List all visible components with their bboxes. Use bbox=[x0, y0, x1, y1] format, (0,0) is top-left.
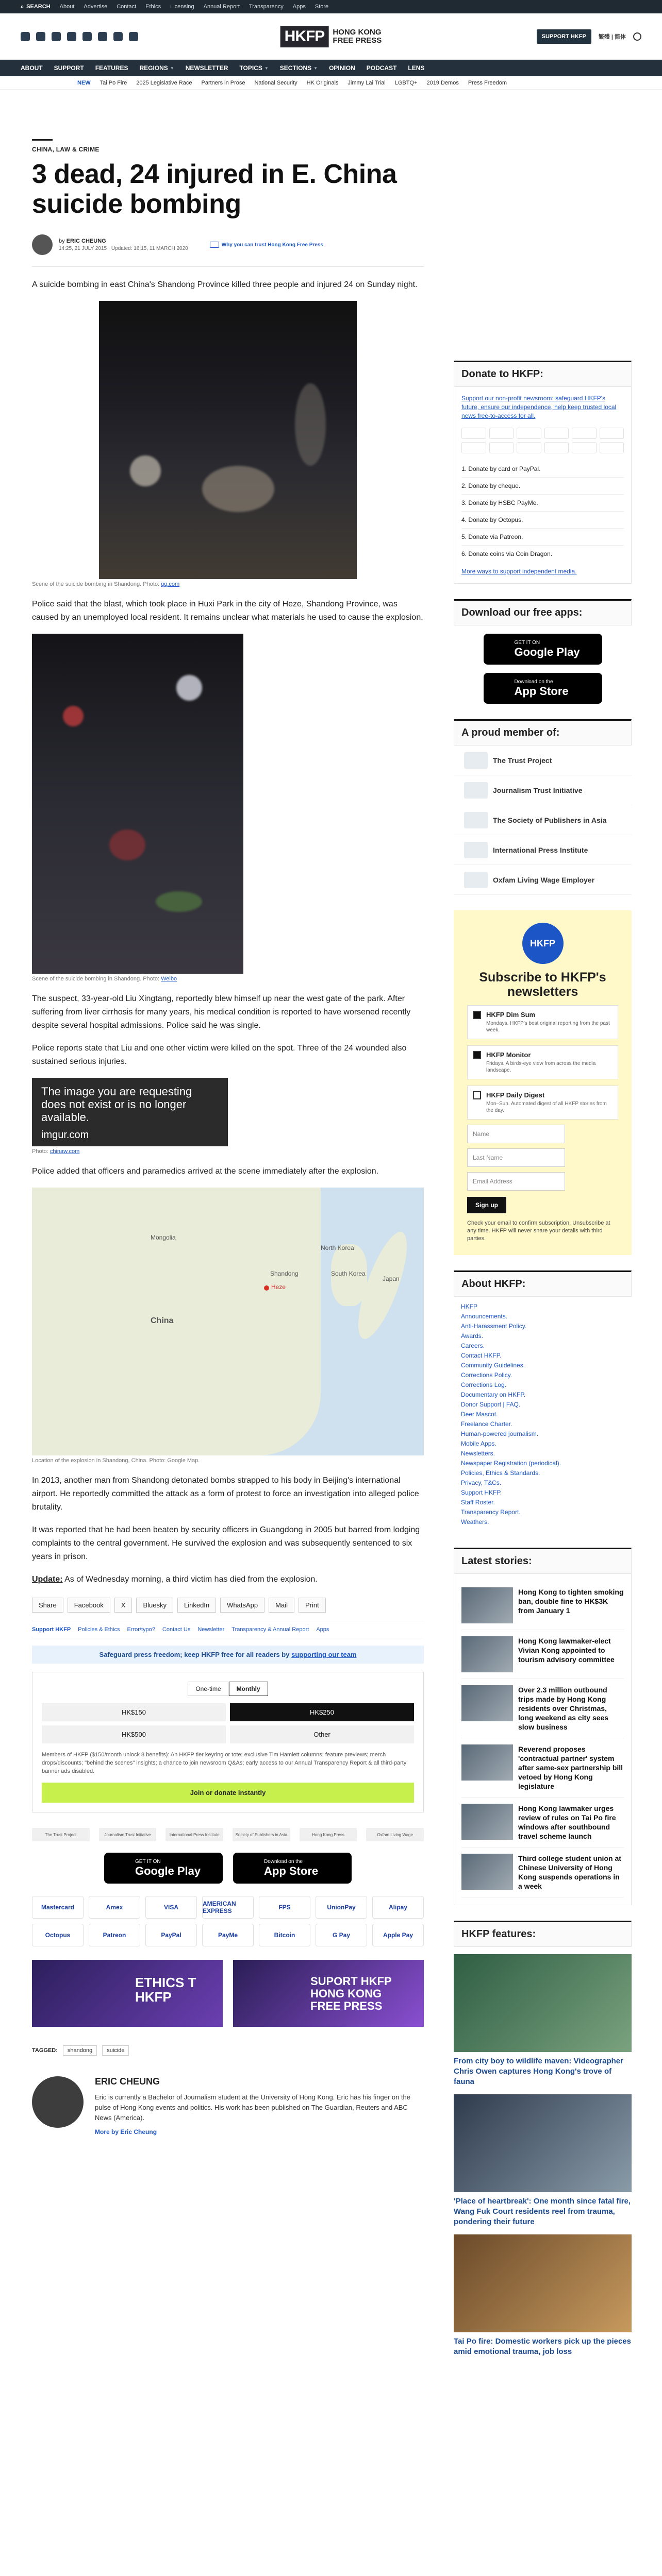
article-title: 3 dead, 24 injured in E. China suicide bombing bbox=[32, 159, 397, 219]
photo-caption-3: Photo: chinaw.com bbox=[32, 1148, 80, 1155]
trending-subnav bbox=[0, 76, 662, 90]
social-links bbox=[21, 32, 138, 41]
share-mail-button[interactable]: Mail bbox=[269, 1598, 294, 1613]
newsletter-option-text: HKFP Monitor Fridays. A birds-eye view from across the media landscape. bbox=[486, 1051, 596, 1073]
photo-caption-4: Location of the explosion in Shandong, China. Photo: Google Map. bbox=[32, 1458, 200, 1464]
new-label: NEW bbox=[77, 79, 91, 86]
nav-about[interactable]: ABOUT bbox=[21, 64, 43, 72]
about-link[interactable]: Human-powered journalism. bbox=[461, 1430, 539, 1437]
ethics-promo-banner[interactable]: ETHICS T HKFP bbox=[32, 1960, 223, 2027]
subnav-item[interactable]: Press Freedom bbox=[468, 79, 507, 86]
language-switcher[interactable]: 繁體 | 简体 bbox=[598, 33, 626, 40]
caption-source-link[interactable]: chinaw.com bbox=[49, 1148, 80, 1155]
footer-link-transparency[interactable]: Transparency & Annual Report bbox=[231, 1626, 309, 1633]
trust-project-logo bbox=[464, 752, 488, 769]
pay-mastercard[interactable]: Mastercard bbox=[32, 1896, 84, 1919]
map-label-shandong: Shandong bbox=[270, 1270, 299, 1277]
photo-caption-1: Scene of the suicide bombing in Shandong. Photo: qq.com bbox=[32, 581, 180, 587]
about-section bbox=[454, 1270, 632, 1532]
top-utility-bar bbox=[0, 0, 662, 13]
newsletter-option-daily-digest[interactable] bbox=[467, 1086, 618, 1120]
article-footer-links bbox=[32, 1621, 424, 1638]
about-link[interactable]: Announcements. bbox=[461, 1313, 508, 1320]
telegram-icon[interactable] bbox=[98, 32, 107, 41]
about-link[interactable]: Policies, Ethics & Standards. bbox=[461, 1469, 540, 1477]
donate-option[interactable]: 3. Donate by HSBC PayMe. bbox=[461, 494, 624, 511]
member-trust-project[interactable]: The Trust Project bbox=[454, 745, 632, 775]
app-store-button[interactable]: Download on the App Store bbox=[233, 1853, 352, 1884]
features-section bbox=[454, 1921, 632, 2357]
author-avatar-large[interactable] bbox=[32, 2076, 84, 2128]
subnav-item[interactable]: Partners in Prose bbox=[201, 79, 245, 86]
card-icon bbox=[544, 442, 569, 453]
trust-icon bbox=[210, 242, 219, 248]
logo-wordmark: HONG KONG FREE PRESS bbox=[333, 27, 382, 45]
bluesky-icon[interactable] bbox=[129, 32, 138, 41]
oxfam-logo bbox=[464, 872, 488, 888]
map-label-mongolia: Mongolia bbox=[151, 1234, 176, 1241]
freq-monthly[interactable]: Monthly bbox=[229, 1682, 268, 1696]
newsletter-title: Subscribe to HKFP's newsletters bbox=[479, 970, 606, 999]
footer-link-apps[interactable]: Apps bbox=[316, 1626, 329, 1633]
pay-amex-card[interactable]: Amex bbox=[89, 1896, 140, 1919]
paragraph-7: It was reported that he had been beaten by security officers in Guangdong in 2005 but barred from lodging complaints to the central government. He survived the explosion and was subsequently sentenced to six years in prison. bbox=[32, 1526, 420, 1561]
badge-sopa[interactable]: Society of Publishers in Asia bbox=[233, 1828, 290, 1841]
latest-story[interactable]: Hong Kong lawmaker urges review of rules on Tai Po fire windows after southbound travel scheme launch bbox=[461, 1798, 624, 1848]
about-link[interactable]: Newsletters. bbox=[461, 1450, 495, 1457]
member-ipi[interactable]: International Press Institute bbox=[454, 835, 632, 865]
about-link[interactable]: Weathers. bbox=[461, 1518, 489, 1526]
top-link-store[interactable]: Store bbox=[315, 4, 329, 10]
story-thumbnail bbox=[461, 1587, 513, 1623]
card-icon bbox=[461, 428, 486, 439]
footer-link-contact[interactable]: Contact Us bbox=[162, 1626, 191, 1633]
byline-text bbox=[59, 238, 188, 251]
latest-stories-section bbox=[454, 1548, 632, 1905]
pay-gpay[interactable]: G Pay bbox=[316, 1924, 367, 1946]
pay-american-express[interactable]: AMERICAN EXPRESS bbox=[202, 1896, 254, 1919]
about-link[interactable]: Anti-Harassment Policy. bbox=[461, 1323, 527, 1330]
top-link-advertise[interactable]: Advertise bbox=[84, 4, 108, 10]
more-ways-link[interactable]: More ways to support independent media. bbox=[461, 568, 577, 575]
footer-link-newsletter[interactable]: Newsletter bbox=[197, 1626, 225, 1633]
youtube-icon[interactable] bbox=[82, 32, 92, 41]
author-box bbox=[32, 2076, 424, 2136]
site-logo[interactable] bbox=[280, 26, 382, 47]
newsletter-logo: HKFP bbox=[522, 923, 564, 964]
story-thumbnail bbox=[461, 1636, 513, 1672]
top-link-contact[interactable]: Contact bbox=[117, 4, 137, 10]
checkbox-checked[interactable] bbox=[473, 1051, 481, 1059]
card-icon bbox=[489, 442, 514, 453]
map-label-china: China bbox=[151, 1316, 174, 1325]
top-link-about[interactable]: About bbox=[59, 4, 75, 10]
top-link-licensing[interactable]: Licensing bbox=[170, 4, 194, 10]
apps-section bbox=[454, 599, 632, 704]
story-thumbnail bbox=[461, 1685, 513, 1721]
subnav-item[interactable]: 2019 Demos bbox=[426, 79, 459, 86]
about-link[interactable]: HKFP bbox=[461, 1303, 478, 1310]
pay-unionpay[interactable]: UnionPay bbox=[316, 1896, 367, 1919]
last-name-input[interactable]: Last Name bbox=[467, 1148, 565, 1167]
feature-item[interactable]: From city boy to wildlife maven: Videographer Chris Owen captures Hong Kong's trove of fauna bbox=[454, 1954, 632, 2087]
subnav-item[interactable]: LGBTQ+ bbox=[394, 79, 418, 86]
divider bbox=[32, 266, 424, 267]
donate-option[interactable]: 6. Donate coins via Coin Dragon. bbox=[461, 545, 624, 562]
payment-methods bbox=[32, 1896, 424, 1946]
nav-opinion[interactable]: OPINION bbox=[329, 64, 355, 72]
about-links bbox=[454, 1297, 632, 1532]
linkedin-icon[interactable] bbox=[113, 32, 123, 41]
latest-story[interactable]: Hong Kong to tighten smoking ban, double fine to HK$3K from January 1 bbox=[461, 1581, 624, 1630]
card-icon bbox=[517, 428, 541, 439]
top-link-apps[interactable]: Apps bbox=[292, 4, 306, 10]
card-icon bbox=[600, 428, 624, 439]
about-link[interactable]: Corrections Log. bbox=[461, 1381, 507, 1388]
more-by-author-link[interactable]: More by Eric Cheung bbox=[95, 2128, 157, 2136]
about-link[interactable]: Careers. bbox=[461, 1342, 485, 1349]
members-benefits: Members of HKFP ($150/month unlock 8 benefits): An HKFP tier keyring or tote; exclusive Tim Hamlett columns; feature previews; merch drops/discounts; "behind the scenes" insights; a chance to join newsroom Q&As; early access to our Annual Transparency Report & all third-party banner ads disabled. bbox=[42, 1752, 407, 1774]
card-logos bbox=[461, 428, 624, 453]
facebook-icon[interactable] bbox=[21, 32, 30, 41]
location-map[interactable] bbox=[32, 1188, 424, 1455]
pay-visa[interactable]: VISA bbox=[145, 1896, 197, 1919]
pay-payme[interactable]: PayMe bbox=[202, 1924, 254, 1946]
badge-ipi[interactable]: International Press Institute bbox=[166, 1828, 223, 1841]
main-navigation bbox=[0, 60, 662, 76]
support-promo-banner[interactable]: SUPORT HKFP HONG KONG FREE PRESS bbox=[233, 1960, 424, 2027]
badge-oxfam[interactable]: Oxfam Living Wage bbox=[366, 1828, 424, 1841]
amount-option[interactable]: HK$150 bbox=[42, 1703, 226, 1721]
badge-hk-press[interactable]: Hong Kong Press bbox=[300, 1828, 357, 1841]
about-link[interactable]: Staff Roster. bbox=[461, 1499, 495, 1506]
photo-caption-2: Scene of the suicide bombing in Shandong. Photo: Weibo bbox=[32, 976, 177, 982]
caption-source-link[interactable]: qq.com bbox=[161, 581, 180, 587]
feature-image bbox=[454, 2094, 632, 2192]
card-icon bbox=[489, 428, 514, 439]
member-sopa[interactable]: The Society of Publishers in Asia bbox=[454, 805, 632, 835]
tag-shandong[interactable]: shandong bbox=[63, 2045, 97, 2056]
about-link[interactable]: Newspaper Registration (periodical). bbox=[461, 1460, 561, 1467]
footer-link-support[interactable]: Support HKFP bbox=[32, 1626, 71, 1633]
member-oxfam[interactable]: Oxfam Living Wage Employer bbox=[454, 865, 632, 895]
map-pin[interactable] bbox=[264, 1285, 269, 1291]
chevron-down-icon: ▼ bbox=[313, 65, 318, 71]
donate-option[interactable]: 2. Donate by cheque. bbox=[461, 477, 624, 494]
share-facebook-button[interactable]: Facebook bbox=[68, 1598, 110, 1613]
imgur-domain: imgur.com bbox=[32, 1129, 228, 1146]
checkbox-checked[interactable] bbox=[473, 1011, 481, 1019]
frequency-toggle bbox=[42, 1682, 414, 1696]
subnav-item[interactable]: Jimmy Lai Trial bbox=[347, 79, 386, 86]
sidebar bbox=[454, 361, 632, 2357]
author-name-link[interactable]: ERIC CHEUNG bbox=[66, 238, 106, 244]
donate-panel bbox=[454, 387, 632, 584]
badge-jti[interactable]: Journalism Trust Initiative bbox=[99, 1828, 157, 1841]
author-bio: Eric is currently a Bachelor of Journalism student at the University of Hong Kong. Eric has his finger on the pulse of Hong Kong events and politics. His work has been published on The Guardian, Reuters and ABC News (America). bbox=[95, 2093, 411, 2122]
nav-features[interactable]: FEATURES bbox=[95, 64, 128, 72]
subnav-item[interactable]: 2025 Legislative Race bbox=[136, 79, 192, 86]
proud-heading: A proud member of: bbox=[454, 719, 632, 745]
about-link[interactable]: Support HKFP. bbox=[461, 1489, 502, 1496]
trust-link[interactable]: Why you can trust Hong Kong Free Press bbox=[210, 242, 323, 248]
latest-heading: Latest stories: bbox=[454, 1548, 632, 1574]
top-search-button[interactable]: ⌕ SEARCH bbox=[21, 3, 51, 10]
author-avatar[interactable] bbox=[32, 234, 53, 255]
feature-image bbox=[454, 2234, 632, 2332]
newsletter-option-monitor[interactable] bbox=[467, 1045, 618, 1079]
pay-bitcoin[interactable]: Bitcoin bbox=[259, 1924, 310, 1946]
author-box-name[interactable]: ERIC CHEUNG bbox=[95, 2076, 160, 2087]
instagram-icon[interactable] bbox=[52, 32, 61, 41]
share-bluesky-button[interactable]: Bluesky bbox=[136, 1598, 173, 1613]
article-dates: 14:25, 21 JULY 2015 · Updated: 16:15, 11 MARCH 2020 bbox=[59, 246, 188, 251]
pay-paypal[interactable]: PayPal bbox=[145, 1924, 197, 1946]
latest-story[interactable]: Reverend proposes 'contractual partner' system after same-sex partnership bill vetoed by Hong Kong legislature bbox=[461, 1738, 624, 1798]
amount-option-selected[interactable]: HK$250 bbox=[230, 1703, 414, 1721]
about-link[interactable]: Deer Mascot. bbox=[461, 1411, 498, 1418]
share-whatsapp-button[interactable]: WhatsApp bbox=[220, 1598, 264, 1613]
proud-member-section bbox=[454, 719, 632, 895]
threads-icon[interactable] bbox=[67, 32, 76, 41]
nav-podcast[interactable]: PODCAST bbox=[366, 64, 397, 72]
share-linkedin-button[interactable]: LinkedIn bbox=[177, 1598, 216, 1613]
missing-image-placeholder: The image you are requesting does not exist or is no longer available. bbox=[32, 1078, 228, 1129]
header-search-icon[interactable] bbox=[633, 32, 641, 41]
about-link[interactable]: Awards. bbox=[461, 1332, 484, 1340]
newsletter-option-text: HKFP Daily Digest Mon–Sun. Automated digest of all HKFP stories from the day. bbox=[486, 1091, 607, 1113]
paragraph-3: The suspect, 33-year-old Liu Xingtang, reportedly blew himself up near the west gate of the park. After suffering from liver cirrhosis for many years, his medical condition is reported to have worsened recently despite several hospital admissions. Police said he was single. bbox=[32, 994, 411, 1030]
donate-option[interactable]: 4. Donate by Octopus. bbox=[461, 511, 624, 528]
about-link[interactable]: Mobile Apps. bbox=[461, 1440, 496, 1447]
press-badges bbox=[32, 1828, 424, 1841]
donate-options bbox=[461, 461, 624, 562]
donate-option[interactable]: 1. Donate by card or PayPal. bbox=[461, 465, 541, 472]
latest-story[interactable]: Third college student union at Chinese University of Hong Kong suspends operations in a week bbox=[461, 1848, 624, 1897]
about-heading: About HKFP: bbox=[454, 1270, 632, 1297]
x-icon[interactable] bbox=[36, 32, 45, 41]
tagged-label: TAGGED: bbox=[32, 2047, 58, 2054]
footer-link-policies[interactable]: Policies & Ethics bbox=[78, 1626, 120, 1633]
tags-row bbox=[32, 2045, 424, 2056]
nav-sections[interactable]: SECTIONS ▼ bbox=[279, 64, 318, 72]
story-thumbnail bbox=[461, 1854, 513, 1890]
freq-one-time[interactable]: One-time bbox=[188, 1682, 228, 1696]
logo-mark: HKFP bbox=[280, 26, 329, 47]
nav-support[interactable]: SUPPORT bbox=[54, 64, 84, 72]
share-print-button[interactable]: Print bbox=[299, 1598, 326, 1613]
newsletter-signup bbox=[454, 910, 632, 1255]
article-column bbox=[32, 139, 424, 2136]
latest-story[interactable]: Hong Kong lawmaker-elect Vivian Kong appointed to tourism advisory committee bbox=[461, 1630, 624, 1679]
footer-link-error[interactable]: Error/typo? bbox=[127, 1626, 155, 1633]
chevron-down-icon: ▼ bbox=[264, 65, 269, 71]
card-icon bbox=[544, 428, 569, 439]
byline-author: by ERIC CHEUNG bbox=[59, 238, 106, 244]
feature-image bbox=[454, 1954, 632, 2052]
map-land-mainland bbox=[32, 1188, 321, 1455]
donate-strip: Safeguard press freedom; keep HKFP free for all readers by supporting our team bbox=[32, 1646, 424, 1664]
pay-apple-pay[interactable]: Apple Pay bbox=[372, 1924, 424, 1946]
pay-octopus[interactable]: Octopus bbox=[32, 1924, 84, 1946]
map-label-heze: Heze bbox=[271, 1283, 286, 1291]
card-icon bbox=[572, 428, 597, 439]
top-link-annual-report[interactable]: Annual Report bbox=[203, 4, 240, 10]
about-link[interactable]: Contact HKFP. bbox=[461, 1352, 502, 1359]
checkbox-unchecked[interactable] bbox=[473, 1091, 481, 1099]
paragraph-6: In 2013, another man from Shandong detonated bombs strapped to his body in Beijing's international airport. He reportedly committed the attack as a form of protest to force an investigation into alleged police brutality. bbox=[32, 1476, 419, 1512]
nav-regions[interactable]: REGIONS ▼ bbox=[139, 64, 174, 72]
sidebar-google-play-button[interactable]: GET IT ON Google Play bbox=[484, 634, 602, 665]
google-play-button[interactable]: GET IT ON Google Play bbox=[104, 1853, 223, 1884]
chevron-down-icon: ▼ bbox=[170, 65, 174, 71]
caption-source-link[interactable]: Weibo bbox=[161, 976, 177, 982]
paragraph-5: Police added that officers and paramedics arrived at the scene immediately after the explosion. bbox=[32, 1167, 379, 1176]
feature-item[interactable]: 'Place of heartbreak': One month since fatal fire, Wang Fuk Court residents reel from trauma, pondering their future bbox=[454, 2094, 632, 2227]
feature-item[interactable]: Tai Po fire: Domestic workers pick up the pieces amid emotional trauma, job loss bbox=[454, 2234, 632, 2357]
tag-suicide[interactable]: suicide bbox=[102, 2045, 129, 2056]
amount-options bbox=[42, 1703, 414, 1743]
ipi-logo bbox=[464, 842, 488, 858]
update-note: Update: As of Wednesday morning, a third victim has died from the explosion. bbox=[32, 1575, 318, 1584]
map-label-north-korea: North Korea bbox=[321, 1244, 354, 1251]
donate-option[interactable]: 5. Donate via Patreon. bbox=[461, 528, 624, 545]
nav-topics[interactable]: TOPICS ▼ bbox=[239, 64, 269, 72]
latest-list bbox=[454, 1574, 632, 1905]
paragraph-4: Police reports state that Liu and one other victim were killed on the spot. Three of the 24 wounded also sustained serious injuries. bbox=[32, 1044, 407, 1066]
donate-intro-link[interactable]: Support our non-profit newsroom: safeguard HKFP's future, ensure our independence, help keep trusted local news free-to-access for all. bbox=[461, 395, 617, 419]
about-link[interactable]: Community Guidelines. bbox=[461, 1362, 525, 1369]
about-link[interactable]: Documentary on HKFP. bbox=[461, 1391, 526, 1398]
bombing-photo-2[interactable] bbox=[32, 634, 243, 974]
join-donate-button[interactable]: Join or donate instantly bbox=[42, 1783, 414, 1803]
article-category[interactable]: CHINA, LAW & CRIME bbox=[32, 146, 100, 153]
amount-option-other[interactable]: Other bbox=[230, 1725, 414, 1743]
nav-lens[interactable]: LENS bbox=[408, 64, 425, 72]
share-x-button[interactable]: X bbox=[114, 1598, 133, 1613]
promo-banners bbox=[32, 1960, 424, 2027]
apps-heading: Download our free apps: bbox=[454, 599, 632, 625]
card-icon bbox=[517, 442, 541, 453]
about-link[interactable]: Donor Support | FAQ. bbox=[461, 1401, 521, 1408]
bombing-photo-1[interactable] bbox=[99, 301, 357, 579]
pay-alipay[interactable]: Alipay bbox=[372, 1896, 424, 1919]
subnav-item[interactable]: National Security bbox=[254, 79, 297, 86]
amount-option[interactable]: HK$500 bbox=[42, 1725, 226, 1743]
sidebar-app-store-button[interactable]: Download on the App Store bbox=[484, 673, 602, 704]
map-label-japan: Japan bbox=[383, 1275, 400, 1282]
top-link-ethics[interactable]: Ethics bbox=[145, 4, 161, 10]
donate-strip-link[interactable]: supporting our team bbox=[291, 1651, 357, 1658]
author-info bbox=[95, 2076, 424, 2136]
newsletter-option-dim-sum[interactable] bbox=[467, 1005, 618, 1039]
donate-heading: Donate to HKFP: bbox=[454, 361, 632, 387]
subnav-item[interactable]: Tai Po Fire bbox=[100, 79, 127, 86]
search-icon: ⌕ bbox=[21, 3, 24, 10]
sopa-logo bbox=[464, 812, 488, 828]
badge-trust-project[interactable]: The Trust Project bbox=[32, 1828, 90, 1841]
map-label-south-korea: South Korea bbox=[331, 1270, 366, 1277]
category-bar bbox=[32, 139, 53, 141]
story-thumbnail bbox=[461, 1744, 513, 1781]
about-link[interactable]: Transparency Report. bbox=[461, 1509, 521, 1516]
byline bbox=[32, 234, 424, 255]
paragraph-1: A suicide bombing in east China's Shandong Province killed three people and injured 24 on Sunday night. bbox=[32, 280, 418, 289]
header-actions bbox=[537, 29, 641, 44]
about-link[interactable]: Freelance Charter. bbox=[461, 1420, 512, 1428]
top-link-transparency[interactable]: Transparency bbox=[249, 4, 284, 10]
paragraph-2: Police said that the blast, which took place in Huxi Park in the city of Heze, Shandong Province, was caused by an unemployed local resident. It remains unclear what materials he used to cause the explosion. bbox=[32, 600, 423, 622]
features-heading: HKFP features: bbox=[454, 1921, 632, 1947]
jti-logo bbox=[464, 782, 488, 799]
newsletter-option-text: HKFP Dim Sum Mondays. HKFP's best original reporting from the past week. bbox=[486, 1011, 610, 1033]
pay-fps[interactable]: FPS bbox=[259, 1896, 310, 1919]
about-link[interactable]: Corrections Policy. bbox=[461, 1371, 512, 1379]
about-link[interactable]: Privacy, T&Cs. bbox=[461, 1479, 502, 1486]
donate-widget bbox=[32, 1672, 424, 1812]
card-icon bbox=[461, 442, 486, 453]
name-input[interactable]: Name bbox=[467, 1125, 565, 1143]
newsletter-signup-button[interactable]: Sign up bbox=[467, 1197, 506, 1213]
story-thumbnail bbox=[461, 1804, 513, 1840]
subnav-item[interactable]: HK Originals bbox=[306, 79, 339, 86]
card-icon bbox=[572, 442, 597, 453]
newsletter-note: Check your email to confirm subscription. Unsubscribe at any time. HKFP will never share your details with third parties. bbox=[467, 1220, 610, 1242]
pay-patreon[interactable]: Patreon bbox=[89, 1924, 140, 1946]
nav-newsletter[interactable]: NEWSLETTER bbox=[185, 64, 228, 72]
card-icon bbox=[600, 442, 624, 453]
email-input[interactable]: Email Address bbox=[467, 1172, 565, 1191]
latest-story[interactable]: Over 2.3 million outbound trips made by Hong Kong residents over Christmas, long weekend as city sees slow business bbox=[461, 1679, 624, 1738]
member-jti[interactable]: Journalism Trust Initiative bbox=[454, 775, 632, 805]
support-hkfp-button[interactable]: SUPPORT HKFP bbox=[537, 29, 591, 44]
share-label: Share bbox=[32, 1598, 63, 1613]
site-header bbox=[0, 13, 662, 60]
app-store-buttons bbox=[32, 1853, 424, 1884]
share-bar bbox=[32, 1598, 424, 1613]
